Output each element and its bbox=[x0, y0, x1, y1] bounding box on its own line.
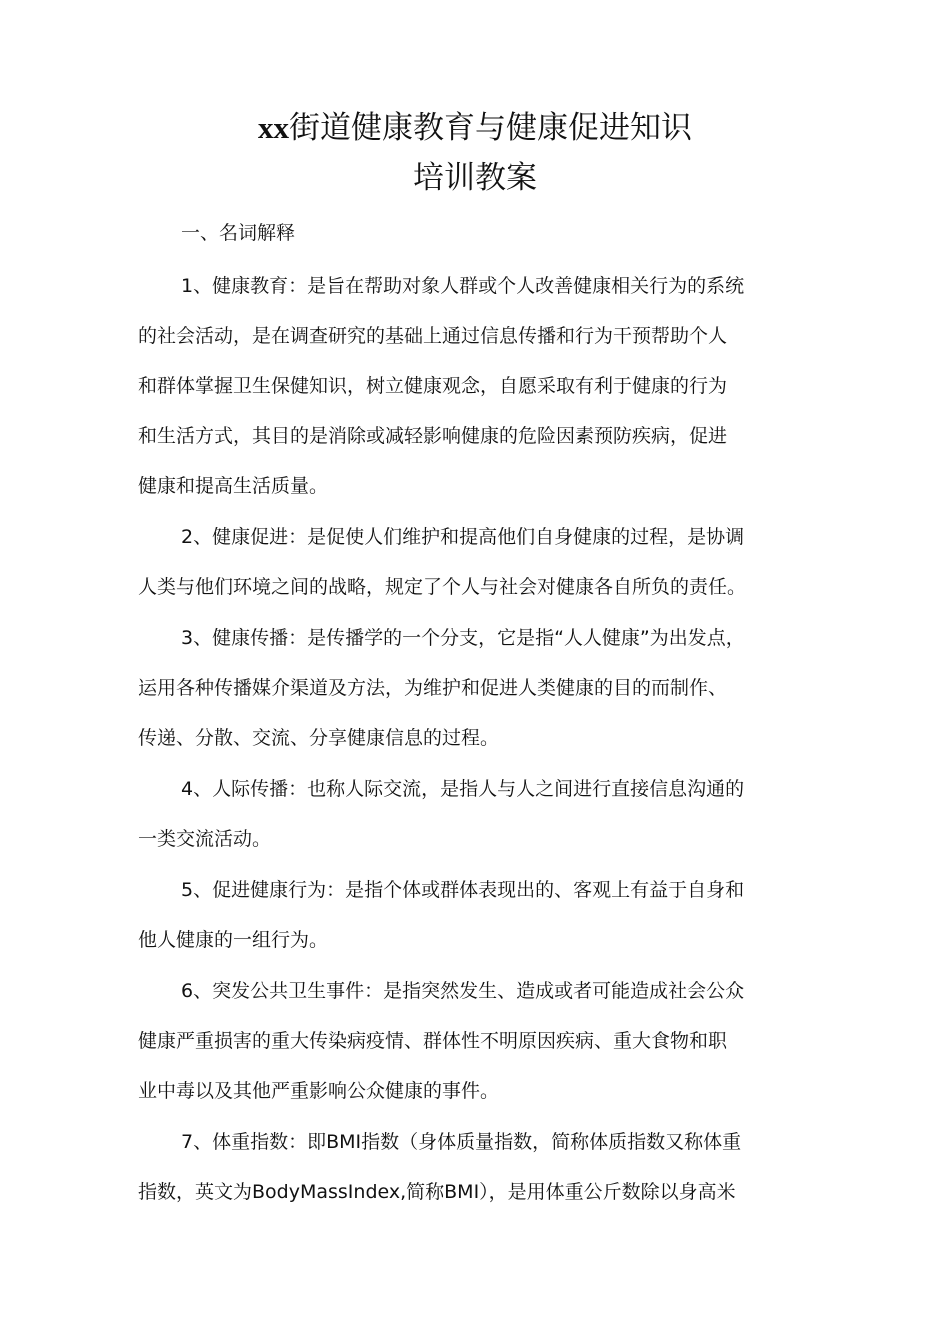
text-line: 3、健康传播：是传播学的一个分支，它是指“人人健康”为出发点， bbox=[181, 627, 745, 649]
section-heading: 一、名词解释 bbox=[181, 222, 296, 244]
title-latin-part: xx bbox=[258, 110, 289, 145]
text-line: 他人健康的一组行为。 bbox=[138, 929, 329, 951]
text-line: 和生活方式，其目的是消除或减轻影响健康的危险因素预防疾病，促进 bbox=[138, 425, 728, 447]
text-line: 7、体重指数：即BMI指数（身体质量指数，简称体质指数又称体重 bbox=[181, 1131, 742, 1153]
text-line: 传递、分散、交流、分享健康信息的过程。 bbox=[138, 727, 500, 749]
text-line: 2、健康促进：是促使人们维护和提高他们自身健康的过程，是协调 bbox=[181, 526, 745, 548]
text-line: 指数，英文为BodyMassIndex,简称BMI），是用体重公斤数除以身高米 bbox=[138, 1181, 736, 1203]
text-line: 运用各种传播媒介渠道及方法，为维护和促进人类健康的目的而制作、 bbox=[138, 677, 728, 699]
title-main-part: 街道健康教育与健康促进知识 bbox=[289, 110, 692, 146]
text-line: 1、健康教育：是旨在帮助对象人群或个人改善健康相关行为的系统 bbox=[181, 275, 745, 297]
text-line: 的社会活动，是在调查研究的基础上通过信息传播和行为干预帮助个人 bbox=[138, 325, 728, 347]
text-line: 5、促进健康行为：是指个体或群体表现出的、客观上有益于自身和 bbox=[181, 879, 745, 901]
document-title-line-2: 培训教案 bbox=[413, 160, 537, 196]
text-line: 6、突发公共卫生事件：是指突然发生、造成或者可能造成社会公众 bbox=[181, 980, 745, 1002]
text-line: 人类与他们环境之间的战略，规定了个人与社会对健康各自所负的责任。 bbox=[138, 576, 747, 598]
document-title-line-1 bbox=[0, 108, 950, 148]
text-line: 业中毒以及其他严重影响公众健康的事件。 bbox=[138, 1080, 500, 1102]
text-line: 一类交流活动。 bbox=[138, 828, 272, 850]
text-line: 4、人际传播：也称人际交流，是指人与人之间进行直接信息沟通的 bbox=[181, 778, 745, 800]
text-line: 健康和提高生活质量。 bbox=[138, 475, 329, 497]
text-line: 和群体掌握卫生保健知识，树立健康观念，自愿采取有利于健康的行为 bbox=[138, 375, 728, 397]
text-line: 健康严重损害的重大传染病疫情、群体性不明原因疾病、重大食物和职 bbox=[138, 1030, 728, 1052]
